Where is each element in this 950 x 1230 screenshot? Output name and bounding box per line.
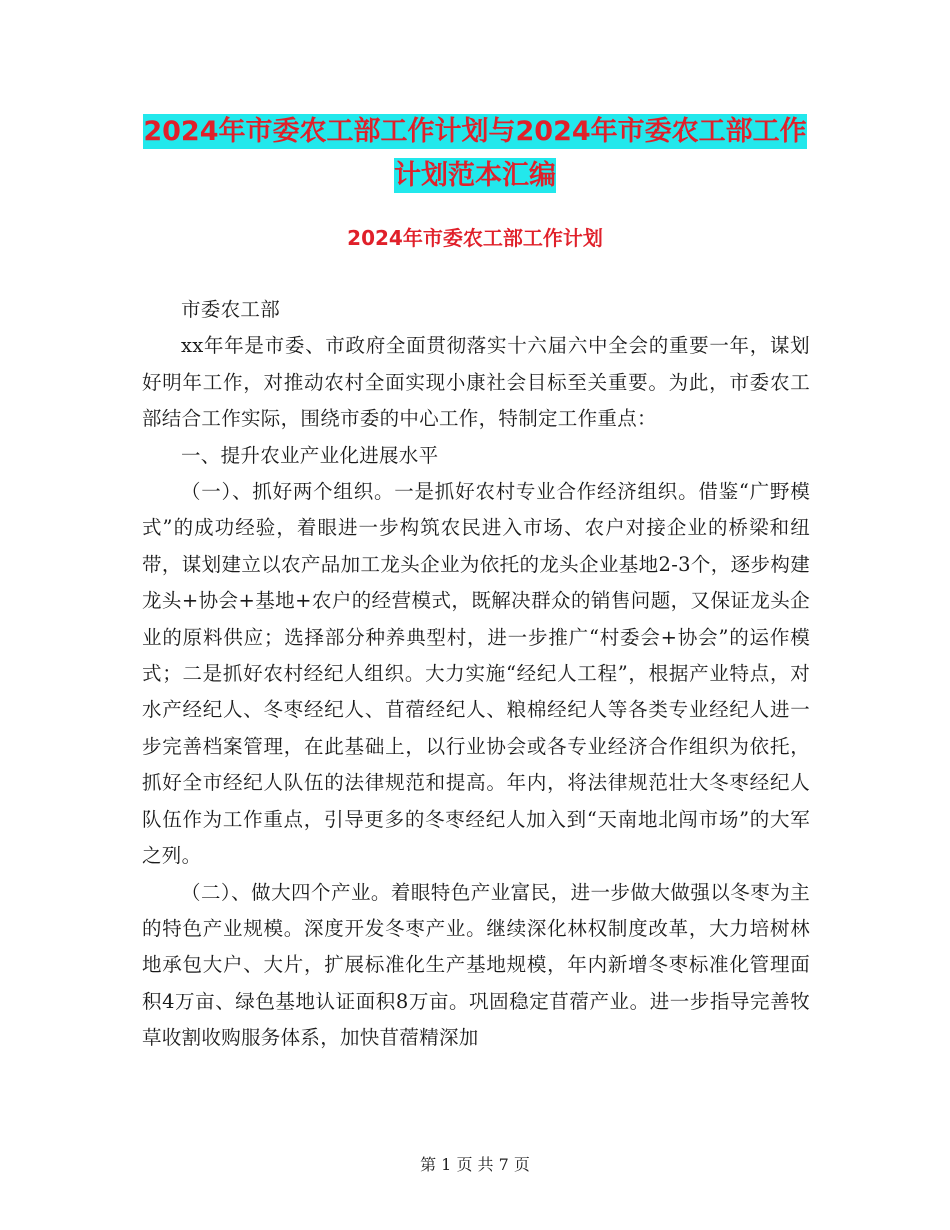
paragraph-section-2: （二）、做大四个产业。着眼特色产业富民，进一步做大做强以冬枣为主的特色产业规模。深度开发冬枣产业。继续深化林权制度改革，大力培树林地承包大户、大片，扩展标准化生产基地规模，年内新增冬枣标准化管理面积4万亩、绿色基地认证面积8万亩。巩固稳定苜蓿产业。进一步指导完善牧草收割收购服务体系，加快苜蓿精深加 <box>142 880 810 1050</box>
document-title-line-2 <box>0 154 950 197</box>
body-text <box>142 292 810 1057</box>
page-number-footer: 第 1 页 共 7 页 <box>420 1155 530 1174</box>
title-highlight: 2024年市委农工部工作计划与2024年市委农工部工作 <box>143 116 807 147</box>
paragraph-intro: xx年年是市委、市政府全面贯彻落实十六届六中全会的重要一年，谋划好明年工作，对推动农村全面实现小康社会目标至关重要。为此，市委农工部结合工作实际，围绕市委的中心工作，特制定工作重点： <box>142 334 810 431</box>
paragraph-heading-1: 一、提升农业产业化进展水平 <box>181 443 439 467</box>
title-highlight: 计划范本汇编 <box>394 160 556 191</box>
paragraph-department: 市委农工部 <box>181 298 281 321</box>
document-title-line-1 <box>0 110 950 153</box>
section-title: 2024年市委农工部工作计划 <box>347 226 603 250</box>
paragraph-section-1: （一）、抓好两个组织。一是抓好农村专业合作经济组织。借鉴“广野模式”的成功经验，着眼进一步构筑农民进入市场、农户对接企业的桥梁和纽带，谋划建立以农产品加工龙头企业为依托的龙头企业基地2-3个，逐步构建龙头+协会+基地+农户的经营模式，既解决群众的销售问题，又保证龙头企业的原料供应；选择部分种养典型村，进一步推广“村委会+协会”的运作模式；二是抓好农村经纪人组织。大力实施“经纪人工程”，根据产业特点，对水产经纪人、冬枣经纪人、苜蓿经纪人、粮棉经纪人等各类专业经纪人进一步完善档案管理，在此基础上，以行业协会或各专业经济合作组织为依托，抓好全市经纪人队伍的法律规范和提高。年内，将法律规范壮大冬枣经纪人队伍作为工作重点，引导更多的冬枣经纪人加入到“天南地北闯市场”的大军之列。 <box>142 480 810 868</box>
